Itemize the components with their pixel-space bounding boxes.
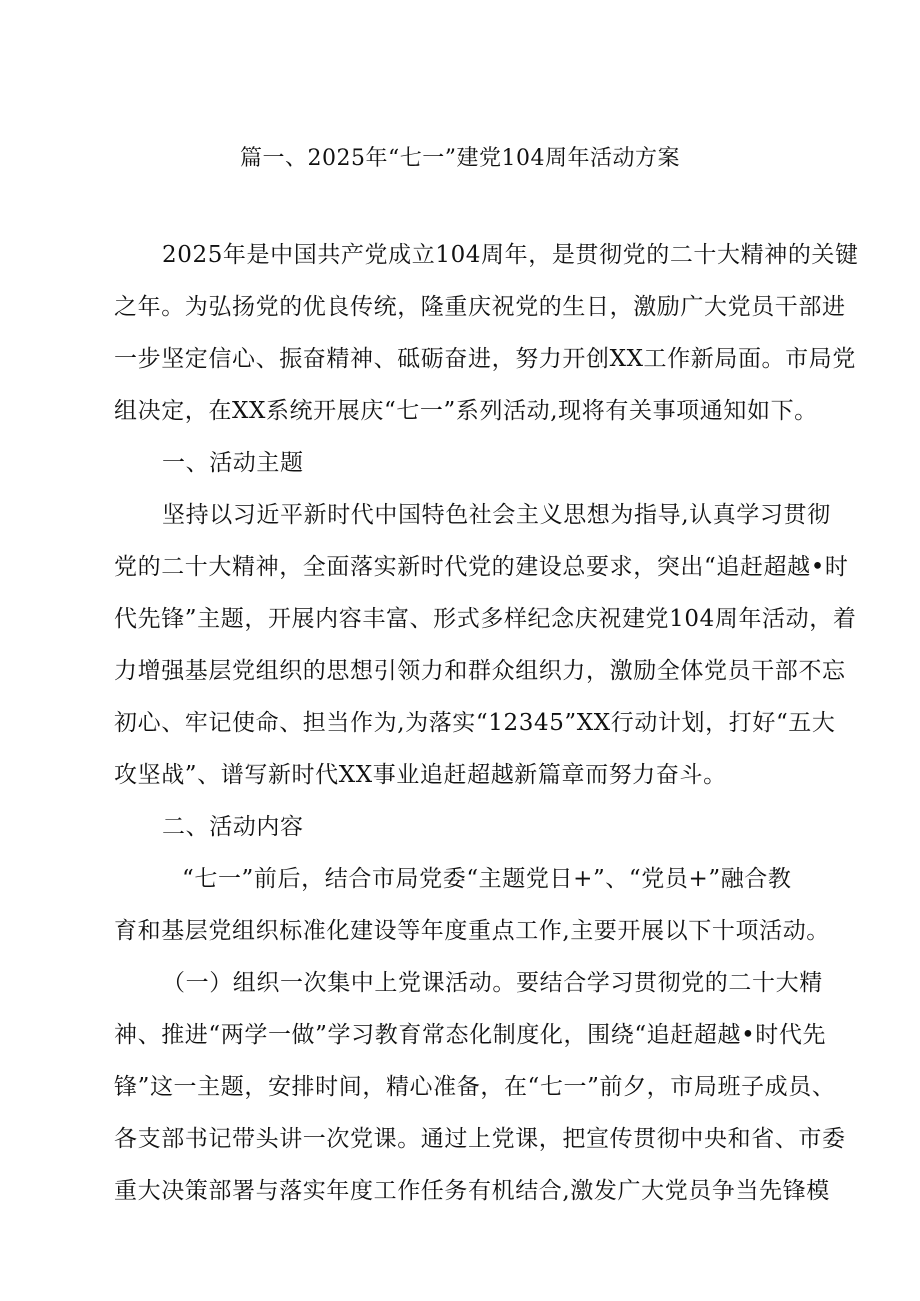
paragraph-line: 初心、牢记使命、担当作为,为落实“12345”XX行动计划，打好“五大 — [114, 710, 836, 736]
paragraph-line: 党的二十大精神，全面落实新时代党的建设总要求，突出“追赶超越•时 — [114, 554, 849, 580]
paragraph-line: 一步坚定信心、振奋精神、砥砺奋进，努力开创XX工作新局面。市局党 — [114, 346, 856, 372]
paragraph-line: 坚持以习近平新时代中国特色社会主义思想为指导,认真学习贯彻 — [162, 502, 831, 528]
paragraph-line: 攻坚战”、谱写新时代XX事业追赶超越新篇章而努力奋斗。 — [114, 762, 727, 788]
paragraph-line: 代先锋”主题，开展内容丰富、形式多样纪念庆祝建党104周年活动，着 — [114, 606, 857, 632]
paragraph-line: 力增强基层党组织的思想引领力和群众组织力，激励全体党员干部不忘 — [114, 658, 846, 684]
paragraph-line: 2025年是中国共产党成立104周年，是贯彻党的二十大精神的关键 — [162, 242, 859, 268]
section-heading: 一、活动主题 — [162, 450, 304, 476]
paragraph-line: 之年。为弘扬党的优良传统，隆重庆祝党的生日，激励广大党员干部进 — [114, 294, 846, 320]
paragraph-line: 育和基层党组织标准化建设等年度重点工作,主要开展以下十项活动。 — [114, 918, 830, 944]
paragraph-line: 各支部书记带头讲一次党课。通过上党课，把宣传贯彻中央和省、市委 — [114, 1126, 846, 1152]
paragraph-line: （一）组织一次集中上党课活动。要结合学习贯彻党的二十大精 — [162, 970, 823, 996]
paragraph-line: “七一”前后，结合市局党委“主题党日+”、“党员+”融合教 — [182, 866, 792, 892]
paragraph-line: 锋”这一主题，安排时间，精心准备，在“七一”前夕，市局班子成员、 — [114, 1074, 836, 1100]
section-heading: 二、活动内容 — [162, 814, 304, 840]
paragraph-line: 神、推进“两学一做”学习教育常态化制度化，围绕“追赶超越•时代先 — [114, 1022, 827, 1048]
paragraph-line: 组决定，在XX系统开展庆“七一”系列活动,现将有关事项通知如下。 — [114, 398, 818, 424]
document-title: 篇一、2025年“七一”建党104周年活动方案 — [240, 146, 680, 171]
paragraph-line: 重大决策部署与落实年度工作任务有机结合,激发广大党员争当先锋模 — [114, 1178, 830, 1204]
